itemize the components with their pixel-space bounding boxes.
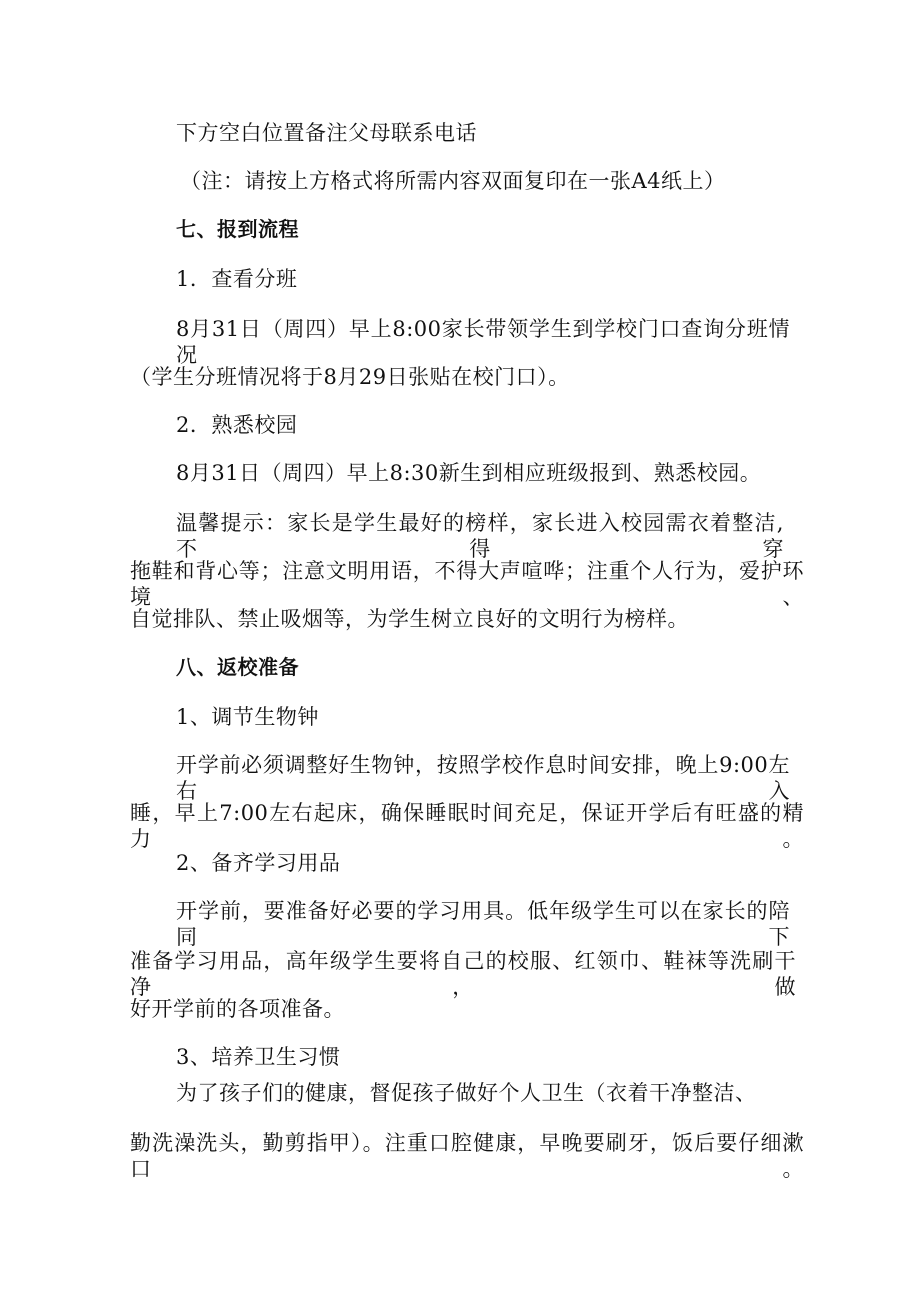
paragraph-line: （学生分班情况将于8月29日张贴在校门口）。 <box>130 365 570 389</box>
paragraph-line: 勤洗澡洗头，勤剪指甲）。注重口腔健康，早晚要刷牙，饭后要仔细漱口。 <box>130 1131 804 1181</box>
paragraph-line: 8月31日（周四）早上8:00家长带领学生到学校门口查询分班情况 <box>176 317 790 367</box>
paragraph-line: 好开学前的各项准备。 <box>130 997 345 1021</box>
paragraph-line: 开学前，要准备好必要的学习用具。低年级学生可以在家长的陪同下 <box>176 899 790 949</box>
paragraph-line: 8月31日（周四）早上8:30新生到相应班级报到、熟悉校园。 <box>176 461 762 485</box>
parent-phone-note: 下方空白位置备注父母联系电话 <box>176 121 477 145</box>
print-note: （注：请按上方格式将所需内容双面复印在一张A4纸上） <box>180 169 726 193</box>
section-heading-registration: 七、报到流程 <box>176 217 299 241</box>
subheading-check-class: 1．查看分班 <box>176 267 298 291</box>
subheading-biological-clock: 1、调节生物钟 <box>176 705 319 729</box>
paragraph-line: 开学前必须调整好生物钟，按照学校作息时间安排，晚上9:00左右入 <box>176 753 790 803</box>
subheading-hygiene: 3、培养卫生习惯 <box>176 1045 341 1069</box>
subheading-campus: 2．熟悉校园 <box>176 413 298 437</box>
paragraph-line: 睡，早上7:00左右起床，确保睡眠时间充足，保证开学后有旺盛的精力。 <box>130 801 804 851</box>
paragraph-line: 自觉排队、禁止吸烟等，为学生树立良好的文明行为榜样。 <box>130 607 689 631</box>
paragraph-line: 拖鞋和背心等；注意文明用语，不得大声喧哗；注重个人行为，爱护环境、 <box>130 559 804 609</box>
paragraph-line: 温馨提示：家长是学生最好的榜样，家长进入校园需衣着整洁,不得穿 <box>176 511 784 561</box>
paragraph-line: 为了孩子们的健康，督促孩子做好个人卫生（衣着干净整洁、 <box>176 1081 757 1105</box>
section-heading-return-prep: 八、返校准备 <box>176 655 299 679</box>
paragraph-line: 准备学习用品，高年级学生要将自己的校服、红领巾、鞋袜等洗刷干净，做 <box>130 949 796 999</box>
subheading-supplies: 2、备齐学习用品 <box>176 851 341 875</box>
